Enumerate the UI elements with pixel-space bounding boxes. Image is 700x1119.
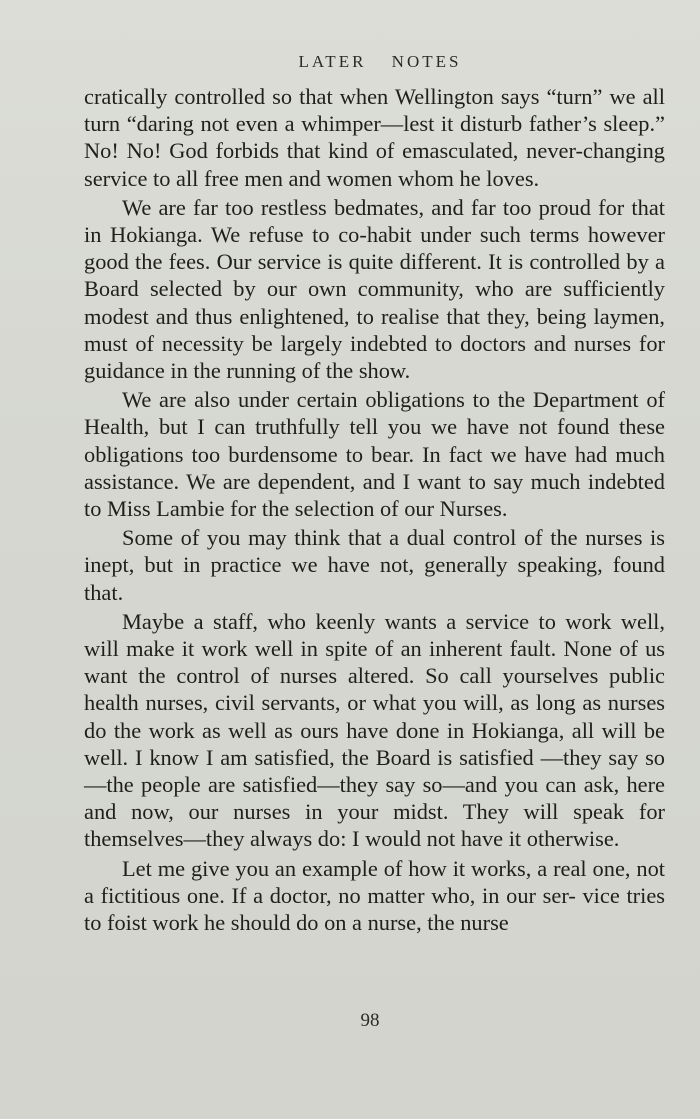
- paragraph-3: We are also under certain obligations to the Department of Health, but I can truthfully tell you we have not found these obligations too burdensome to bear. In fact we have had much assistance. We are dependent, and I want to say much indebted to Miss Lambie for the selection of our Nurses.: [84, 387, 665, 522]
- paragraph-4: Some of you may think that a dual control of the nurses is inept, but in practice we have not, generally speaking, found that.: [84, 525, 665, 605]
- paragraph-1: cratically controlled so that when Wellington says “turn” we all turn “daring not even a whimper—lest it disturb father’s sleep.” No! No! God forbids that kind of emasculated, never-changing service to all free men and women whom he loves.: [84, 84, 665, 191]
- page-number: 98: [360, 1010, 380, 1031]
- running-head: LATER NOTES: [298, 52, 462, 71]
- paragraph-5: Maybe a staff, who keenly wants a service to work well, will make it work well in spite of an inherent fault. None of us want the control of nurses altered. So call yourselves public health nurses, civil servants, or what you will, as long as nurses do the work as well as ours have done in Hokianga, all will be well. I know I am satisfied, the Board is satisfied —they say so—the people are satisfied—they say so—and you can ask, here and now, our nurses in your midst. They will speak for themselves—they always do: I would not have it otherwise.: [84, 608, 665, 852]
- body-text: [84, 83, 665, 938]
- paragraph-6: Let me give you an example of how it works, a real one, not a fictitious one. If a doctor, no matter who, in our ser- vice tries to foist work he should do on a nurse, the nurse: [84, 855, 665, 936]
- paragraph-2: We are far too restless bedmates, and far too proud for that in Hokianga. We refuse to co-habit under such terms however good the fees. Our service is quite different. It is controlled by a Board selected by our own community, who are sufficiently modest and thus enlightened, to realise that they, being laymen, must of necessity be largely indebted to doctors and nurses for guidance in the running of the show.: [84, 194, 665, 384]
